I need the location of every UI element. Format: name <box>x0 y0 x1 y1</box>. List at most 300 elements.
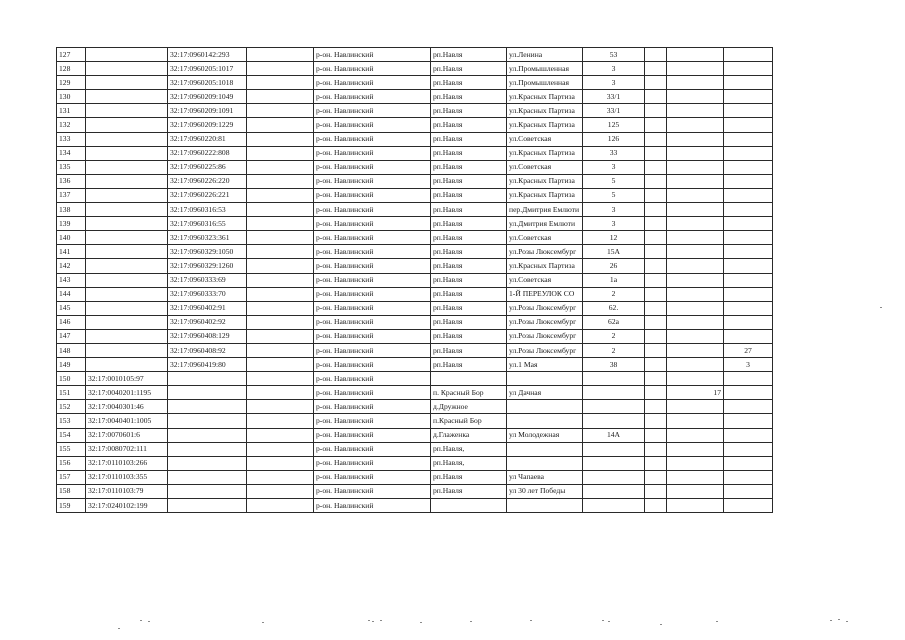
locality-cell: д.Дружное <box>431 400 507 414</box>
extra-cell-2 <box>667 287 724 301</box>
house-cell: 2 <box>583 287 645 301</box>
cadastral-number-cell: 32:17:0960205:1018 <box>168 76 247 90</box>
row-number: 135 <box>57 160 86 174</box>
row-number: 152 <box>57 400 86 414</box>
district-cell: р-он. Навлинский <box>314 442 431 456</box>
locality-cell: рп.Навля <box>431 76 507 90</box>
extra-cell-3 <box>724 499 773 513</box>
house-cell <box>583 484 645 498</box>
registry-table <box>56 47 773 513</box>
table-row <box>57 174 773 188</box>
extra-cell-3 <box>724 217 773 231</box>
house-cell: 5 <box>583 188 645 202</box>
blank-cell <box>247 174 314 188</box>
table-row <box>57 499 773 513</box>
extra-cell-2 <box>667 301 724 315</box>
district-cell: р-он. Навлинский <box>314 372 431 386</box>
house-cell: 26 <box>583 259 645 273</box>
house-cell: 33/1 <box>583 104 645 118</box>
cadastral-number-old-cell <box>86 245 168 259</box>
table-row <box>57 231 773 245</box>
extra-cell-1 <box>645 203 667 217</box>
row-number: 146 <box>57 315 86 329</box>
district-cell: р-он. Навлинский <box>314 386 431 400</box>
cadastral-number-old-cell: 32:17:0110103:355 <box>86 470 168 484</box>
street-cell <box>507 400 583 414</box>
extra-cell-3 <box>724 62 773 76</box>
extra-cell-2 <box>667 400 724 414</box>
street-cell: ул.Советская <box>507 273 583 287</box>
table-row <box>57 48 773 62</box>
cadastral-number-old-cell <box>86 160 168 174</box>
scan-speck <box>420 622 422 623</box>
cadastral-number-cell <box>168 372 247 386</box>
table-row <box>57 90 773 104</box>
row-number: 155 <box>57 442 86 456</box>
blank-cell <box>247 245 314 259</box>
cadastral-number-old-cell <box>86 118 168 132</box>
cadastral-number-cell <box>168 414 247 428</box>
table-row <box>57 287 773 301</box>
extra-cell-3 <box>724 48 773 62</box>
extra-cell-1 <box>645 217 667 231</box>
extra-cell-3 <box>724 104 773 118</box>
locality-cell: рп.Навля <box>431 259 507 273</box>
extra-cell-2 <box>667 245 724 259</box>
extra-cell-2 <box>667 499 724 513</box>
extra-cell-1 <box>645 231 667 245</box>
cadastral-number-old-cell: 32:17:0070601:6 <box>86 428 168 442</box>
cadastral-number-old-cell <box>86 329 168 343</box>
extra-cell-3 <box>724 259 773 273</box>
district-cell: р-он. Навлинский <box>314 217 431 231</box>
extra-cell-1 <box>645 442 667 456</box>
blank-cell <box>247 118 314 132</box>
blank-cell <box>247 428 314 442</box>
extra-cell-2 <box>667 174 724 188</box>
street-cell: ул.Советская <box>507 160 583 174</box>
table-row <box>57 470 773 484</box>
table-row <box>57 442 773 456</box>
locality-cell: рп.Навля, <box>431 456 507 470</box>
cadastral-number-old-cell: 32:17:0040201:1195 <box>86 386 168 400</box>
table-row <box>57 428 773 442</box>
table-row <box>57 259 773 273</box>
house-cell <box>583 470 645 484</box>
cadastral-number-cell <box>168 442 247 456</box>
extra-cell-2 <box>667 146 724 160</box>
locality-cell: д.Глаженка <box>431 428 507 442</box>
cadastral-number-cell: 32:17:0960205:1017 <box>168 62 247 76</box>
extra-cell-2 <box>667 343 724 357</box>
table-row <box>57 273 773 287</box>
table-row <box>57 118 773 132</box>
cadastral-number-old-cell <box>86 203 168 217</box>
house-cell: 33/1 <box>583 90 645 104</box>
extra-cell-2 <box>667 414 724 428</box>
blank-cell <box>247 414 314 428</box>
extra-cell-1 <box>645 386 667 400</box>
extra-cell-1 <box>645 400 667 414</box>
street-cell: ул.Розы Люксембург <box>507 301 583 315</box>
locality-cell <box>431 499 507 513</box>
extra-cell-1 <box>645 76 667 90</box>
cadastral-number-old-cell: 32:17:0240102:199 <box>86 499 168 513</box>
scan-speck <box>372 621 374 622</box>
extra-cell-1 <box>645 273 667 287</box>
cadastral-number-cell <box>168 428 247 442</box>
district-cell: р-он. Навлинский <box>314 315 431 329</box>
cadastral-number-cell: 32:17:0960209:1229 <box>168 118 247 132</box>
street-cell <box>507 442 583 456</box>
cadastral-number-cell: 32:17:0960220:81 <box>168 132 247 146</box>
extra-cell-2 <box>667 428 724 442</box>
scan-speck <box>470 621 472 622</box>
street-cell: ул.Розы Люксембург <box>507 343 583 357</box>
house-cell: 1а <box>583 273 645 287</box>
street-cell: ул.Красных Партиза <box>507 104 583 118</box>
blank-cell <box>247 259 314 273</box>
extra-cell-3 <box>724 76 773 90</box>
house-cell: 62. <box>583 301 645 315</box>
row-number: 148 <box>57 343 86 357</box>
house-cell <box>583 499 645 513</box>
cadastral-number-cell: 32:17:0960329:1050 <box>168 245 247 259</box>
extra-cell-2 <box>667 456 724 470</box>
table-row <box>57 245 773 259</box>
blank-cell <box>247 231 314 245</box>
cadastral-number-old-cell <box>86 48 168 62</box>
extra-cell-1 <box>645 104 667 118</box>
blank-cell <box>247 62 314 76</box>
extra-cell-3 <box>724 146 773 160</box>
extra-cell-1 <box>645 414 667 428</box>
cadastral-number-cell: 32:17:0960323:361 <box>168 231 247 245</box>
table-row <box>57 358 773 372</box>
locality-cell: рп.Навля <box>431 470 507 484</box>
district-cell: р-он. Навлинский <box>314 90 431 104</box>
locality-cell: рп.Навля <box>431 273 507 287</box>
cadastral-number-old-cell: 32:17:0040401:1005 <box>86 414 168 428</box>
extra-cell-3 <box>724 174 773 188</box>
cadastral-number-cell: 32:17:0960142:293 <box>168 48 247 62</box>
house-cell: 53 <box>583 48 645 62</box>
blank-cell <box>247 217 314 231</box>
extra-cell-3 <box>724 470 773 484</box>
blank-cell <box>247 90 314 104</box>
table-row <box>57 160 773 174</box>
cadastral-number-cell <box>168 386 247 400</box>
cadastral-number-cell: 32:17:0960419:80 <box>168 358 247 372</box>
locality-cell: рп.Навля <box>431 301 507 315</box>
locality-cell: рп.Навля <box>431 315 507 329</box>
blank-cell <box>247 386 314 400</box>
scan-speck <box>608 621 610 622</box>
extra-cell-3 <box>724 132 773 146</box>
extra-cell-3 <box>724 203 773 217</box>
extra-cell-3 <box>724 414 773 428</box>
extra-cell-2 <box>667 118 724 132</box>
street-cell: ул.1 Мая <box>507 358 583 372</box>
blank-cell <box>247 372 314 386</box>
extra-cell-2 <box>667 470 724 484</box>
row-number: 131 <box>57 104 86 118</box>
blank-cell <box>247 132 314 146</box>
extra-cell-3 <box>724 372 773 386</box>
blank-cell <box>247 287 314 301</box>
cadastral-number-cell: 32:17:0960222:808 <box>168 146 247 160</box>
cadastral-number-cell: 32:17:0960333:69 <box>168 273 247 287</box>
street-cell <box>507 499 583 513</box>
extra-cell-2 <box>667 358 724 372</box>
cadastral-number-old-cell: 32:17:0080702:111 <box>86 442 168 456</box>
extra-cell-1 <box>645 315 667 329</box>
row-number: 139 <box>57 217 86 231</box>
row-number: 138 <box>57 203 86 217</box>
house-cell: 12 <box>583 231 645 245</box>
cadastral-number-old-cell <box>86 287 168 301</box>
blank-cell <box>247 343 314 357</box>
row-number: 133 <box>57 132 86 146</box>
blank-cell <box>247 456 314 470</box>
extra-cell-3 <box>724 456 773 470</box>
table-row <box>57 414 773 428</box>
locality-cell: п. Красный Бор <box>431 386 507 400</box>
street-cell <box>507 456 583 470</box>
table-row <box>57 456 773 470</box>
table-row <box>57 62 773 76</box>
row-number: 158 <box>57 484 86 498</box>
locality-cell: рп.Навля <box>431 90 507 104</box>
row-number: 132 <box>57 118 86 132</box>
extra-cell-3 <box>724 287 773 301</box>
cadastral-number-old-cell <box>86 301 168 315</box>
street-cell: ул.Советская <box>507 132 583 146</box>
extra-cell-2 <box>667 104 724 118</box>
row-number: 154 <box>57 428 86 442</box>
blank-cell <box>247 315 314 329</box>
district-cell: р-он. Навлинский <box>314 414 431 428</box>
cadastral-number-cell: 32:17:0960333:70 <box>168 287 247 301</box>
extra-cell-2 <box>667 372 724 386</box>
table-row <box>57 329 773 343</box>
cadastral-number-old-cell: 32:17:0040301:46 <box>86 400 168 414</box>
street-cell: ул Чапаева <box>507 470 583 484</box>
extra-cell-1 <box>645 132 667 146</box>
locality-cell: рп.Навля <box>431 329 507 343</box>
cadastral-number-cell: 32:17:0960408:129 <box>168 329 247 343</box>
cadastral-number-cell <box>168 484 247 498</box>
district-cell: р-он. Навлинский <box>314 287 431 301</box>
cadastral-number-old-cell <box>86 315 168 329</box>
street-cell: ул.Красных Партиза <box>507 188 583 202</box>
extra-cell-1 <box>645 118 667 132</box>
scan-speck <box>148 621 150 622</box>
house-cell: 15А <box>583 245 645 259</box>
cadastral-number-cell: 32:17:0960402:92 <box>168 315 247 329</box>
house-cell: 3 <box>583 217 645 231</box>
cadastral-number-old-cell <box>86 217 168 231</box>
street-cell: ул.Красных Партиза <box>507 90 583 104</box>
row-number: 130 <box>57 90 86 104</box>
house-cell: 3 <box>583 203 645 217</box>
scan-speck <box>880 307 882 308</box>
cadastral-number-cell <box>168 470 247 484</box>
row-number: 147 <box>57 329 86 343</box>
blank-cell <box>247 104 314 118</box>
house-cell: 14А <box>583 428 645 442</box>
blank-cell <box>247 442 314 456</box>
row-number: 144 <box>57 287 86 301</box>
district-cell: р-он. Навлинский <box>314 188 431 202</box>
extra-cell-1 <box>645 358 667 372</box>
extra-cell-1 <box>645 470 667 484</box>
extra-cell-3 <box>724 273 773 287</box>
table-row <box>57 217 773 231</box>
cadastral-number-cell: 32:17:0960329:1260 <box>168 259 247 273</box>
locality-cell: рп.Навля <box>431 48 507 62</box>
row-number: 140 <box>57 231 86 245</box>
extra-cell-1 <box>645 329 667 343</box>
row-number: 157 <box>57 470 86 484</box>
cadastral-number-cell <box>168 499 247 513</box>
row-number: 149 <box>57 358 86 372</box>
district-cell: р-он. Навлинский <box>314 301 431 315</box>
scan-speck <box>602 620 604 621</box>
scan-speck <box>140 620 142 621</box>
extra-cell-3 <box>724 301 773 315</box>
blank-cell <box>247 484 314 498</box>
row-number: 136 <box>57 174 86 188</box>
extra-cell-2 <box>667 484 724 498</box>
row-number: 128 <box>57 62 86 76</box>
row-number: 153 <box>57 414 86 428</box>
district-cell: р-он. Навлинский <box>314 104 431 118</box>
table-row <box>57 400 773 414</box>
house-cell <box>583 414 645 428</box>
locality-cell: рп.Навля <box>431 217 507 231</box>
table-row <box>57 301 773 315</box>
table-row <box>57 203 773 217</box>
house-cell <box>583 442 645 456</box>
district-cell: р-он. Навлинский <box>314 231 431 245</box>
row-number: 134 <box>57 146 86 160</box>
extra-cell-2 <box>667 76 724 90</box>
cadastral-number-old-cell <box>86 76 168 90</box>
street-cell: ул.Красных Партиза <box>507 174 583 188</box>
table-row <box>57 343 773 357</box>
district-cell: р-он. Навлинский <box>314 245 431 259</box>
district-cell: р-он. Навлинский <box>314 48 431 62</box>
district-cell: р-он. Навлинский <box>314 146 431 160</box>
street-cell: ул Молодежная <box>507 428 583 442</box>
house-cell: 62а <box>583 315 645 329</box>
row-number: 159 <box>57 499 86 513</box>
district-cell: р-он. Навлинский <box>314 358 431 372</box>
house-cell <box>583 456 645 470</box>
row-number: 142 <box>57 259 86 273</box>
table-row <box>57 76 773 90</box>
house-cell: 33 <box>583 146 645 160</box>
extra-cell-3 <box>724 118 773 132</box>
cadastral-number-old-cell <box>86 146 168 160</box>
cadastral-number-old-cell <box>86 90 168 104</box>
extra-cell-3: 3 <box>724 358 773 372</box>
cadastral-number-old-cell <box>86 104 168 118</box>
district-cell: р-он. Навлинский <box>314 273 431 287</box>
table-row <box>57 146 773 160</box>
table-body <box>57 48 773 513</box>
street-cell: ул Дачная <box>507 386 583 400</box>
district-cell: р-он. Навлинский <box>314 160 431 174</box>
cadastral-number-old-cell <box>86 343 168 357</box>
district-cell: р-он. Навлинский <box>314 203 431 217</box>
extra-cell-1 <box>645 301 667 315</box>
extra-cell-2 <box>667 217 724 231</box>
house-cell: 126 <box>583 132 645 146</box>
cadastral-number-old-cell <box>86 259 168 273</box>
cadastral-number-cell: 32:17:0960402:91 <box>168 301 247 315</box>
cadastral-number-old-cell <box>86 174 168 188</box>
table-row <box>57 104 773 118</box>
scan-speck <box>262 622 264 623</box>
row-number: 129 <box>57 76 86 90</box>
district-cell: р-он. Навлинский <box>314 470 431 484</box>
district-cell: р-он. Навлинский <box>314 132 431 146</box>
extra-cell-3 <box>724 442 773 456</box>
cadastral-number-cell <box>168 400 247 414</box>
blank-cell <box>247 400 314 414</box>
cadastral-number-cell: 32:17:0960209:1049 <box>168 90 247 104</box>
extra-cell-1 <box>645 245 667 259</box>
district-cell: р-он. Навлинский <box>314 499 431 513</box>
table-row <box>57 386 773 400</box>
blank-cell <box>247 358 314 372</box>
scan-speck <box>118 628 120 629</box>
district-cell: р-он. Навлинский <box>314 400 431 414</box>
street-cell: ул 30 лет Победы <box>507 484 583 498</box>
scan-speck <box>830 620 832 621</box>
blank-cell <box>247 203 314 217</box>
street-cell <box>507 414 583 428</box>
extra-cell-2 <box>667 315 724 329</box>
extra-cell-2 <box>667 90 724 104</box>
extra-cell-1 <box>645 62 667 76</box>
extra-cell-2 <box>667 231 724 245</box>
extra-cell-3 <box>724 329 773 343</box>
cadastral-number-old-cell <box>86 132 168 146</box>
extra-cell-1 <box>645 48 667 62</box>
blank-cell <box>247 48 314 62</box>
blank-cell <box>247 301 314 315</box>
extra-cell-1 <box>645 160 667 174</box>
cadastral-number-cell: 32:17:0960226:220 <box>168 174 247 188</box>
cadastral-number-cell: 32:17:0960209:1091 <box>168 104 247 118</box>
cadastral-number-old-cell <box>86 231 168 245</box>
extra-cell-1 <box>645 372 667 386</box>
row-number: 137 <box>57 188 86 202</box>
locality-cell <box>431 372 507 386</box>
locality-cell: рп.Навля <box>431 146 507 160</box>
district-cell: р-он. Навлинский <box>314 428 431 442</box>
cadastral-number-cell: 32:17:0960226:221 <box>168 188 247 202</box>
row-number: 151 <box>57 386 86 400</box>
extra-cell-1 <box>645 146 667 160</box>
extra-cell-1 <box>645 428 667 442</box>
street-cell: ул.Советская <box>507 231 583 245</box>
row-number: 143 <box>57 273 86 287</box>
extra-cell-3 <box>724 315 773 329</box>
